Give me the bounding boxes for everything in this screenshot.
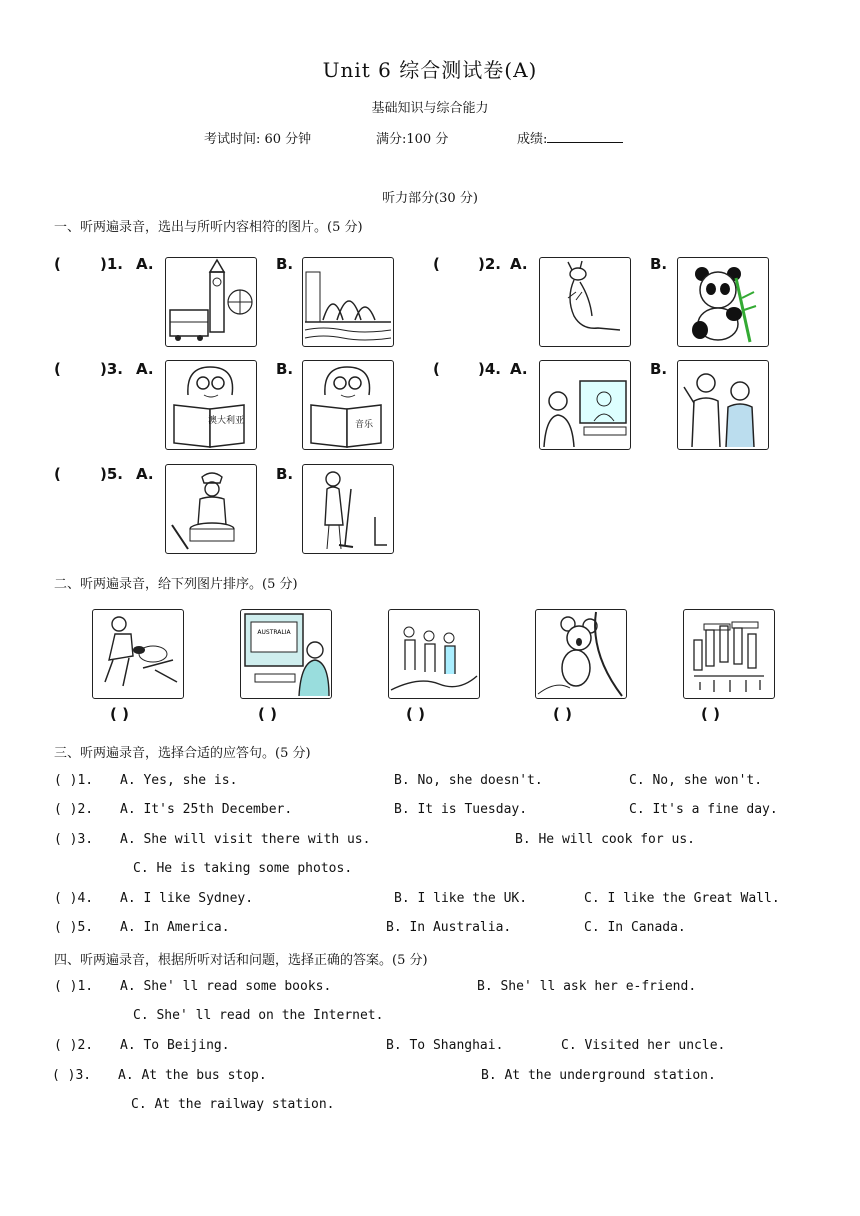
answer-paren: ( xyxy=(54,360,61,378)
p3-q1-option-b: B. No, she doesn't. xyxy=(394,773,543,788)
page-title: Unit 6 综合测试卷(A) xyxy=(322,58,538,82)
q4-option-a: A. xyxy=(510,360,528,378)
part1-heading: 一、听两遍录音，选出与所听内容相符的图片。(5 分) xyxy=(54,220,363,235)
order-answer-paren-5[interactable]: ( ) xyxy=(701,705,720,723)
p4-q2-number: ( )2. xyxy=(54,1038,94,1053)
computer-australia-picture[interactable] xyxy=(240,609,332,699)
p3-q2-option-b: B. It is Tuesday. xyxy=(394,802,528,817)
p4-q2-option-a: A. To Beijing. xyxy=(120,1038,230,1053)
girl-reading-icon xyxy=(166,361,256,449)
opera-house-icon xyxy=(303,258,393,346)
q3-option-b: B. xyxy=(276,360,294,378)
p4-q3-option-a: A. At the bus stop. xyxy=(118,1068,267,1083)
book-title-text: 音乐 xyxy=(354,420,374,430)
book-title-text: 澳大利亚 xyxy=(207,416,245,426)
q1-option-b: B. xyxy=(276,255,294,273)
p4-q3-option-b: B. At the underground station. xyxy=(481,1068,716,1083)
order-answer-paren-4[interactable]: ( ) xyxy=(553,705,572,723)
p3-q2-number: ( )2. xyxy=(54,802,94,817)
p3-q3-option-a: A. She will visit there with us. xyxy=(120,832,371,847)
hiking-picture[interactable] xyxy=(388,609,480,699)
girl-reading-australia-picture[interactable] xyxy=(165,360,257,450)
p3-q5-option-c: C. In Canada. xyxy=(584,920,686,935)
answer-paren: ( xyxy=(433,255,440,273)
p4-q1-option-c: C. She' ll read on the Internet. xyxy=(133,1008,384,1023)
screen-text: AUSTRALIA xyxy=(257,629,291,636)
answer-paren: ( xyxy=(433,360,440,378)
q3-number: )3. xyxy=(100,360,123,378)
p3-q3-number: ( )3. xyxy=(54,832,94,847)
london-icon xyxy=(166,258,256,346)
full-score: 满分:100 分 xyxy=(376,132,449,147)
p3-q5-option-b: B. In Australia. xyxy=(386,920,512,935)
p4-q2-option-b: B. To Shanghai. xyxy=(386,1038,504,1053)
q4-option-b: B. xyxy=(650,360,668,378)
p3-q5-option-a: A. In America. xyxy=(120,920,230,935)
p3-q1-option-c: C. No, she won't. xyxy=(629,773,763,788)
rugby-players-icon xyxy=(93,610,183,698)
exam-time: 考试时间: 60 分钟 xyxy=(204,132,312,147)
panda-icon xyxy=(678,258,768,346)
part4-heading: 四、听两遍录音，根据所听对话和问题，选择正确的答案。(5 分) xyxy=(54,953,428,968)
q2-number: )2. xyxy=(478,255,501,273)
answer-paren: ( xyxy=(54,255,61,273)
p3-q5-number: ( )5. xyxy=(54,920,94,935)
q1-option-a: A. xyxy=(136,255,154,273)
p3-q3-option-b: B. He will cook for us. xyxy=(515,832,696,847)
baking-cake-picture[interactable] xyxy=(165,464,257,554)
answer-paren: ( xyxy=(54,465,61,483)
p3-q1-number: ( )1. xyxy=(54,773,94,788)
girl-reading-music-picture[interactable] xyxy=(302,360,394,450)
p3-q2-option-a: A. It's 25th December. xyxy=(120,802,293,817)
page-subtitle: 基础知识与综合能力 xyxy=(371,101,489,116)
sweeping-woman-icon xyxy=(303,465,393,553)
part2-heading: 二、听两遍录音，给下列图片排序。(5 分) xyxy=(54,577,298,592)
kangaroo-icon xyxy=(540,258,630,346)
girl-reading-icon xyxy=(303,361,393,449)
rugby-picture[interactable] xyxy=(92,609,184,699)
p3-q2-option-c: C. It's a fine day. xyxy=(629,802,778,817)
grade-field[interactable] xyxy=(517,128,623,147)
order-answer-paren-1[interactable]: ( ) xyxy=(110,705,129,723)
p3-q4-option-c: C. I like the Great Wall. xyxy=(584,891,780,906)
koala-icon xyxy=(536,610,626,698)
sydney-picture[interactable] xyxy=(302,257,394,347)
q3-option-a: A. xyxy=(136,360,154,378)
q5-option-a: A. xyxy=(136,465,154,483)
computer-video-chat-icon xyxy=(540,361,630,449)
part3-heading: 三、听两遍录音，选择合适的应答句。(5 分) xyxy=(54,746,311,761)
q2-option-b: B. xyxy=(650,255,668,273)
q5-option-b: B. xyxy=(276,465,294,483)
p3-q4-option-a: A. I like Sydney. xyxy=(120,891,254,906)
p3-q1-option-a: A. Yes, she is. xyxy=(120,773,238,788)
p4-q3-option-c: C. At the railway station. xyxy=(131,1097,335,1112)
p4-q3-number: ( )3. xyxy=(52,1068,92,1083)
p4-q1-option-b: B. She' ll ask her e-friend. xyxy=(477,979,697,994)
q1-number: )1. xyxy=(100,255,123,273)
koala-picture[interactable] xyxy=(535,609,627,699)
london-picture[interactable] xyxy=(165,257,257,347)
video-chat-picture[interactable] xyxy=(539,360,631,450)
grade-blank[interactable] xyxy=(547,130,623,143)
sweeping-floor-picture[interactable] xyxy=(302,464,394,554)
order-answer-paren-3[interactable]: ( ) xyxy=(406,705,425,723)
panda-picture[interactable] xyxy=(677,257,769,347)
q2-option-a: A. xyxy=(510,255,528,273)
cook-cake-icon xyxy=(166,465,256,553)
kangaroo-picture[interactable] xyxy=(539,257,631,347)
two-boys-icon xyxy=(678,361,768,449)
order-answer-paren-2[interactable]: ( ) xyxy=(258,705,277,723)
q4-number: )4. xyxy=(478,360,501,378)
p4-q1-option-a: A. She' ll read some books. xyxy=(120,979,332,994)
p4-q2-option-c: C. Visited her uncle. xyxy=(561,1038,726,1053)
p3-q3-option-c: C. He is taking some photos. xyxy=(133,861,353,876)
p3-q4-option-b: B. I like the UK. xyxy=(394,891,528,906)
q5-number: )5. xyxy=(100,465,123,483)
p4-q1-number: ( )1. xyxy=(54,979,94,994)
stonehenge-icon xyxy=(684,610,774,698)
stonehenge-picture[interactable] xyxy=(683,609,775,699)
listening-title: 听力部分(30 分) xyxy=(382,191,478,206)
boy-computer-icon xyxy=(241,610,331,698)
two-boys-picture[interactable] xyxy=(677,360,769,450)
hikers-icon xyxy=(389,610,479,698)
p3-q4-number: ( )4. xyxy=(54,891,94,906)
grade-label: 成绩: xyxy=(517,132,548,147)
